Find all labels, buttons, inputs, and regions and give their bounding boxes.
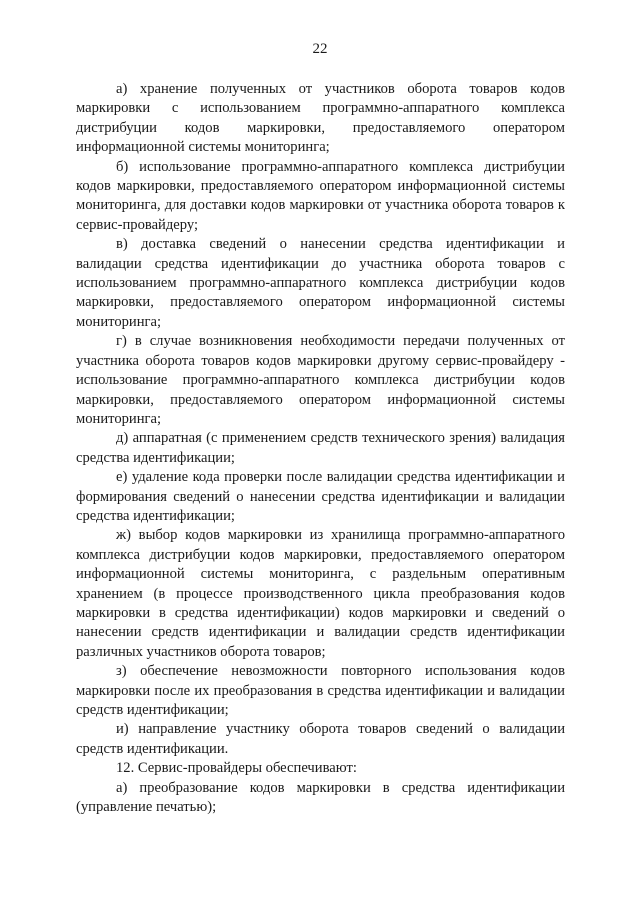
paragraph-item-d: д) аппаратная (с применением средств технического зрения) валидация средства идентификации; — [76, 430, 565, 466]
paragraph-item-zh: ж) выбор кодов маркировки из хранилища программно-аппаратного комплекса дистрибуции кодов маркировки, предоставляемого оператором информационной системы мониторинга, с раздельным оперативным хранением (в процессе производственного цикла преобразования кодов маркировки в средства идентификации) кодов маркировки и сведений о нанесении средств идентификации и валидации средств идентификации различных участников оборота товаров; — [76, 527, 565, 660]
paragraph-item-v: в) доставка сведений о нанесении средства идентификации и валидации средства идентификации до участника оборота товаров с использованием программно-аппаратного комплекса дистрибуции кодов маркировки, предоставляемого оператором информационной системы мониторинга; — [76, 236, 565, 330]
page-number: 22 — [312, 41, 328, 57]
paragraph-item-i: и) направление участнику оборота товаров сведений о валидации средств идентификации. — [76, 721, 565, 757]
paragraph-item-a: а) хранение полученных от участников оборота товаров кодов маркировки с использованием программно-аппаратного комплекса дистрибуции кодов маркировки, предоставляемого оператором информационной системы мониторинга; — [76, 81, 565, 156]
paragraph-item-e: е) удаление кода проверки после валидации средства идентификации и формирования сведений о нанесении средства идентификации и валидации средства идентификации; — [76, 469, 565, 524]
paragraph-item-z: з) обеспечение невозможности повторного использования кодов маркировки после их преобразования в средства идентификации и валидации средств идентификации; — [76, 663, 565, 718]
section-12-heading: 12. Сервис-провайдеры обеспечивают: — [116, 760, 357, 777]
paragraph-item-b: б) использование программно-аппаратного комплекса дистрибуции кодов маркировки, предоставляемого оператором информационной системы мониторинга, для доставки кодов маркировки от участника оборота товаров к сервис-провайдеру; — [76, 158, 565, 233]
document-body — [76, 80, 565, 817]
paragraph-12-item-a: а) преобразование кодов маркировки в средства идентификации (управление печатью); — [76, 779, 565, 816]
paragraph-item-g: г) в случае возникновения необходимости передачи полученных от участника оборота товаров кодов маркировки другому сервис-провайдеру - использование программно-аппаратного комплекса дистрибуции кодов маркировки, предоставляемого оператором информационной системы мониторинга; — [76, 333, 565, 427]
